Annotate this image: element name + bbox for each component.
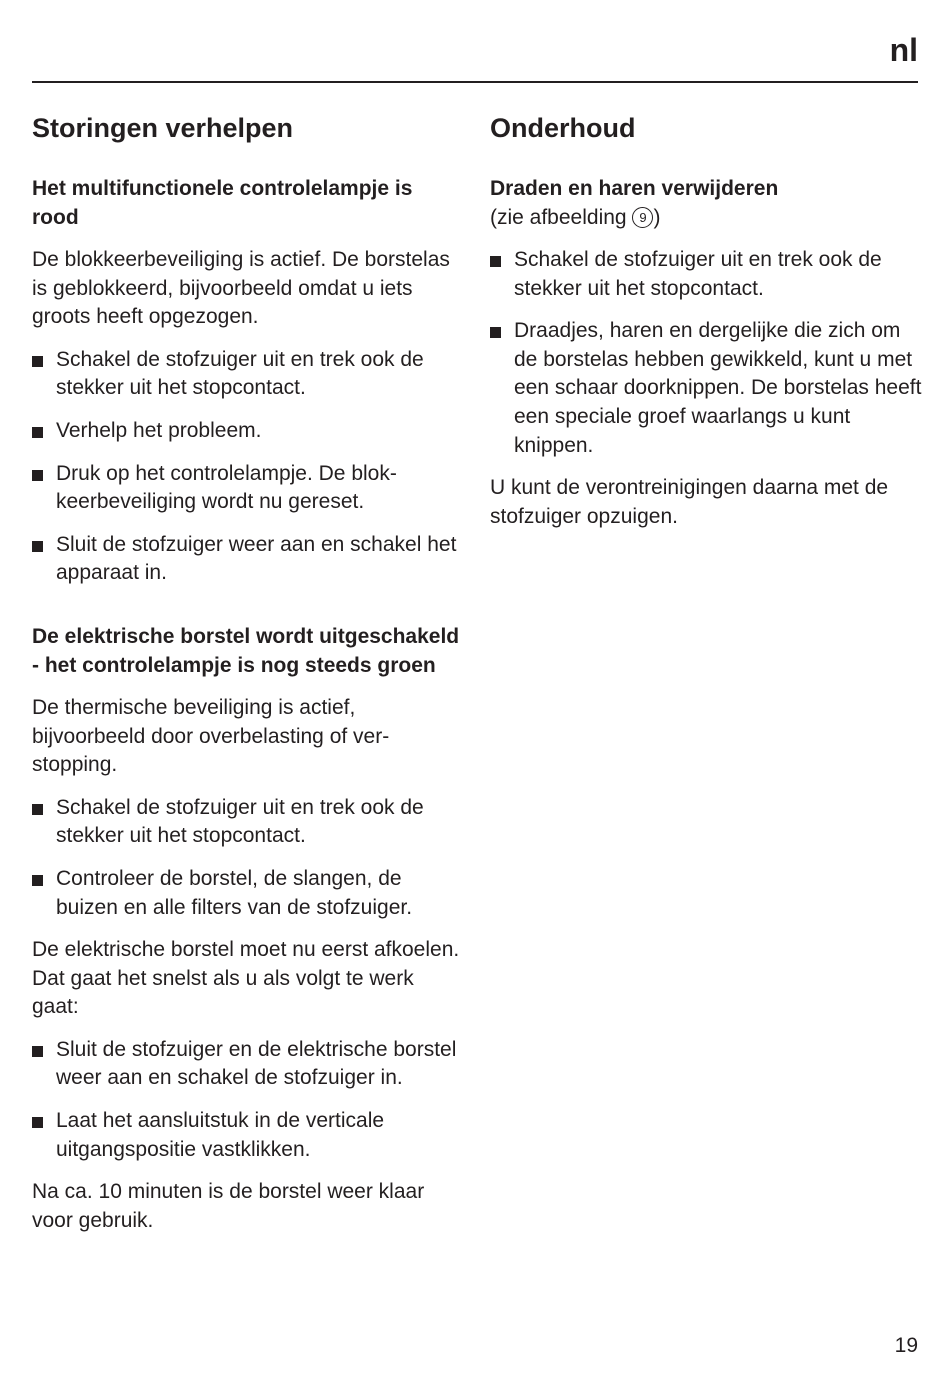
- square-bullet-icon: [490, 327, 501, 338]
- section-title-troubleshooting: Storingen verhelpen: [32, 113, 294, 143]
- list-item: Schakel de stofzuiger uit en trek ook de stekker uit het stopcontact.: [490, 246, 922, 303]
- subsection-heading-brush-off: De elektrische borstel wordt uitgeschakeld - het controlelampje is nog steeds groen: [32, 624, 460, 677]
- square-bullet-icon: [32, 470, 43, 481]
- section-title-maintenance: Onderhoud: [490, 113, 636, 143]
- square-bullet-icon: [32, 427, 43, 438]
- bullet-list: [32, 794, 464, 922]
- list-item: Draadjes, haren en dergelijke die zich om de borstelas hebben gewikkeld, kunt u met een schaar doorknippen. De borstelas heeft een speciale groef waarlangs u kunt knippen.: [490, 317, 922, 460]
- paragraph: U kunt de verontreinigingen daarna met de stofzuiger opzuigen.: [490, 476, 889, 528]
- list-item: Laat het aansluitstuk in de verticale uitgangspositie vastklikken.: [32, 1107, 464, 1164]
- paragraph: De elektrische borstel moet nu eerst afkoelen. Dat gaat het snelst als u als volgt te werk gaat:: [32, 938, 460, 1019]
- square-bullet-icon: [32, 541, 43, 552]
- list-item: Sluit de stofzuiger weer aan en schakel het apparaat in.: [32, 531, 464, 588]
- square-bullet-icon: [32, 875, 43, 886]
- page-number: 19: [894, 1334, 918, 1357]
- bullet-list: [32, 1036, 464, 1164]
- square-bullet-icon: [32, 804, 43, 815]
- list-item: Schakel de stofzuiger uit en trek ook de stekker uit het stopcontact.: [32, 346, 464, 403]
- list-item: Controleer de borstel, de slangen, de buizen en alle filters van de stofzuiger.: [32, 865, 464, 922]
- list-item: Druk op het controlelampje. De blokkeerbeveiliging wordt nu gereset.: [32, 460, 464, 517]
- list-item: Sluit de stofzuiger en de elektrische borstel weer aan en schakel de stofzuiger in.: [32, 1036, 464, 1093]
- paragraph: Na ca. 10 minuten is de borstel weer klaar voor gebruik.: [32, 1180, 425, 1232]
- square-bullet-icon: [32, 1046, 43, 1057]
- subsection-heading-threads-hair: Draden en haren verwijderen: [490, 177, 779, 200]
- paragraph: De blokkeerbeveiliging is actief. De borstelas is geblokkeerd, bijvoorbeeld omdat u iets groots heeft opgezogen.: [32, 248, 450, 329]
- list-item: Verhelp het probleem.: [32, 417, 464, 446]
- language-code: nl: [889, 32, 918, 68]
- right-column: [490, 110, 922, 531]
- square-bullet-icon: [490, 256, 501, 267]
- header-rule: [32, 81, 918, 83]
- list-item: Schakel de stofzuiger uit en trek ook de stekker uit het stopcontact.: [32, 794, 464, 851]
- left-column: [32, 110, 464, 1235]
- square-bullet-icon: [32, 356, 43, 367]
- square-bullet-icon: [32, 1117, 43, 1128]
- paragraph: De thermische beveiliging is actief, bijvoorbeeld door overbelasting of verstopping.: [32, 695, 390, 777]
- bullet-list: [490, 246, 922, 460]
- circled-number-icon: 9: [632, 207, 653, 228]
- figure-reference: (zie afbeelding 9 ): [490, 206, 661, 229]
- bullet-list: [32, 346, 464, 588]
- subsection-heading-red-lamp: Het multifunctionele controlelampje is rood: [32, 177, 413, 229]
